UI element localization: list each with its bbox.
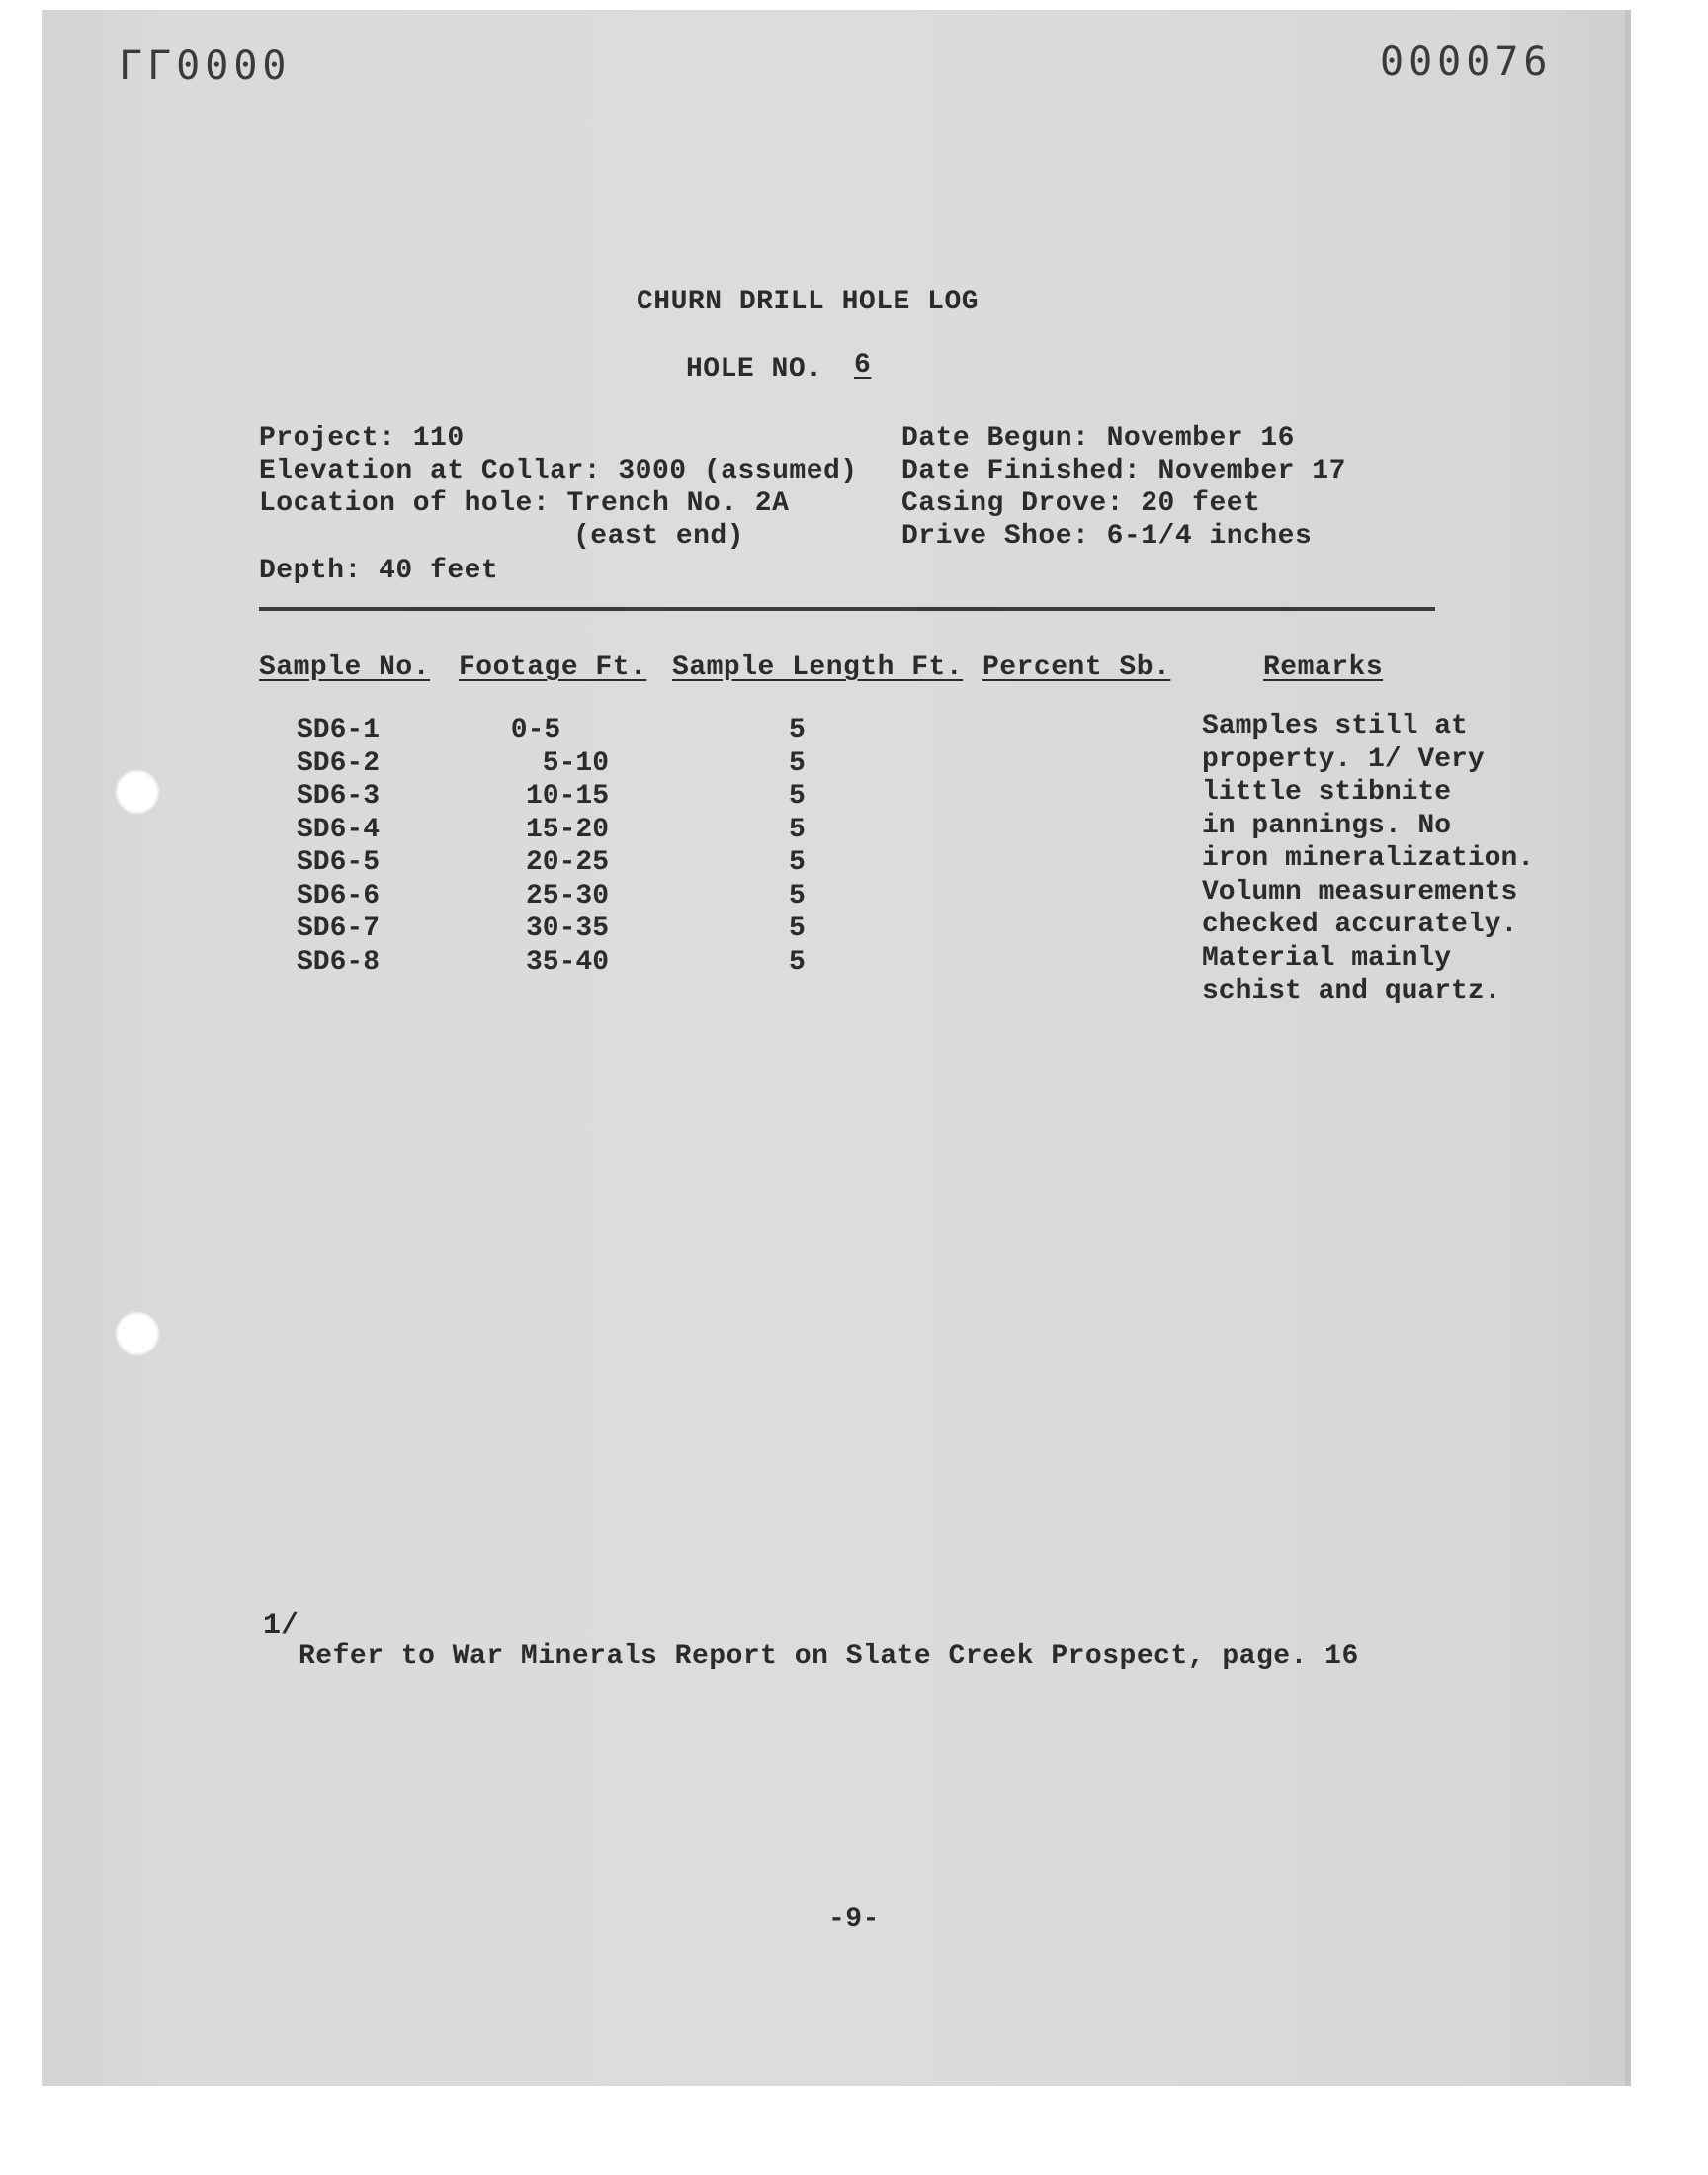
sample-column [297,714,380,979]
elevation-field: Elevation at Collar: 3000 (assumed) [259,456,858,486]
sample-cell: SD6-3 [297,781,381,812]
remarks-line: Samples still at [1202,711,1468,741]
footnote-text: Refer to War Minerals Report on Slate Creek Prospect, page. 16 [299,1641,1359,1672]
sample-cell: SD6-1 [297,715,381,745]
header-sample-length: Sample Length Ft. [672,652,964,683]
header-sample-no: Sample No. [259,652,431,683]
stamp-left: ΓΓ0000 [119,44,292,89]
remarks-line: iron mineralization. [1202,843,1535,874]
sample-cell: SD6-6 [297,880,381,912]
project-field: Project: 110 [259,423,465,454]
footage-cell: 10-15 [525,781,609,812]
punch-hole [115,769,160,815]
remarks-block [1202,710,1578,1008]
remarks-line: schist and quartz. [1202,976,1501,1006]
header-percent-sb: Percent Sb. [982,652,1171,683]
document-title: CHURN DRILL HOLE LOG [637,287,980,317]
drive-shoe-field: Drive Shoe: 6-1/4 inches [901,521,1313,552]
footage-cell: 15-20 [525,814,609,845]
footage-cell: 25-30 [525,880,609,912]
footnote-mark: 1/ [263,1610,299,1643]
footage-cell: 35-40 [525,946,609,978]
sample-cell: SD6-2 [297,747,381,779]
location-continued: (east end) [573,521,745,552]
depth-field: Depth: 40 feet [259,556,499,586]
footage-column [480,714,609,979]
document-page [42,10,1631,2086]
sample-cell: SD6-4 [297,814,381,845]
length-cell: 5 [789,946,806,978]
remarks-line: Volumn measurements [1202,876,1518,908]
location-field: Location of hole: Trench No. 2A [259,488,790,519]
hole-number: 6 [854,350,872,381]
remarks-line: checked accurately. [1202,910,1518,940]
sample-cell: SD6-5 [297,847,381,878]
length-cell: 5 [789,914,806,944]
length-cell: 5 [789,880,806,912]
header-footage: Footage Ft. [459,652,647,683]
punch-hole [115,1311,160,1356]
remarks-line: in pannings. No [1202,810,1452,841]
hole-label: HOLE NO. [686,354,823,385]
footage-cell: 30-35 [525,914,609,944]
length-cell: 5 [789,747,806,779]
length-cell: 5 [789,814,806,845]
casing-field: Casing Drove: 20 feet [901,488,1261,519]
length-cell: 5 [789,781,806,812]
sample-cell: SD6-7 [297,914,381,944]
footage-cell: 5-10 [542,747,609,779]
date-begun-field: Date Begun: November 16 [901,423,1295,454]
remarks-line: Material mainly [1202,942,1452,974]
footage-cell: 20-25 [525,847,609,878]
page-number: -9- [828,1904,880,1935]
sample-cell: SD6-8 [297,946,381,978]
footage-cell: 0-5 [510,715,561,745]
remarks-line: property. 1/ Very [1202,743,1485,775]
header-remarks: Remarks [1263,652,1384,683]
date-finished-field: Date Finished: November 17 [901,456,1346,486]
length-cell: 5 [789,715,806,745]
stamp-right: 000076 [1380,40,1553,85]
sample-length-column [789,714,806,979]
remarks-line: little stibnite [1202,777,1452,808]
length-cell: 5 [789,847,806,878]
divider-line [259,607,1435,611]
